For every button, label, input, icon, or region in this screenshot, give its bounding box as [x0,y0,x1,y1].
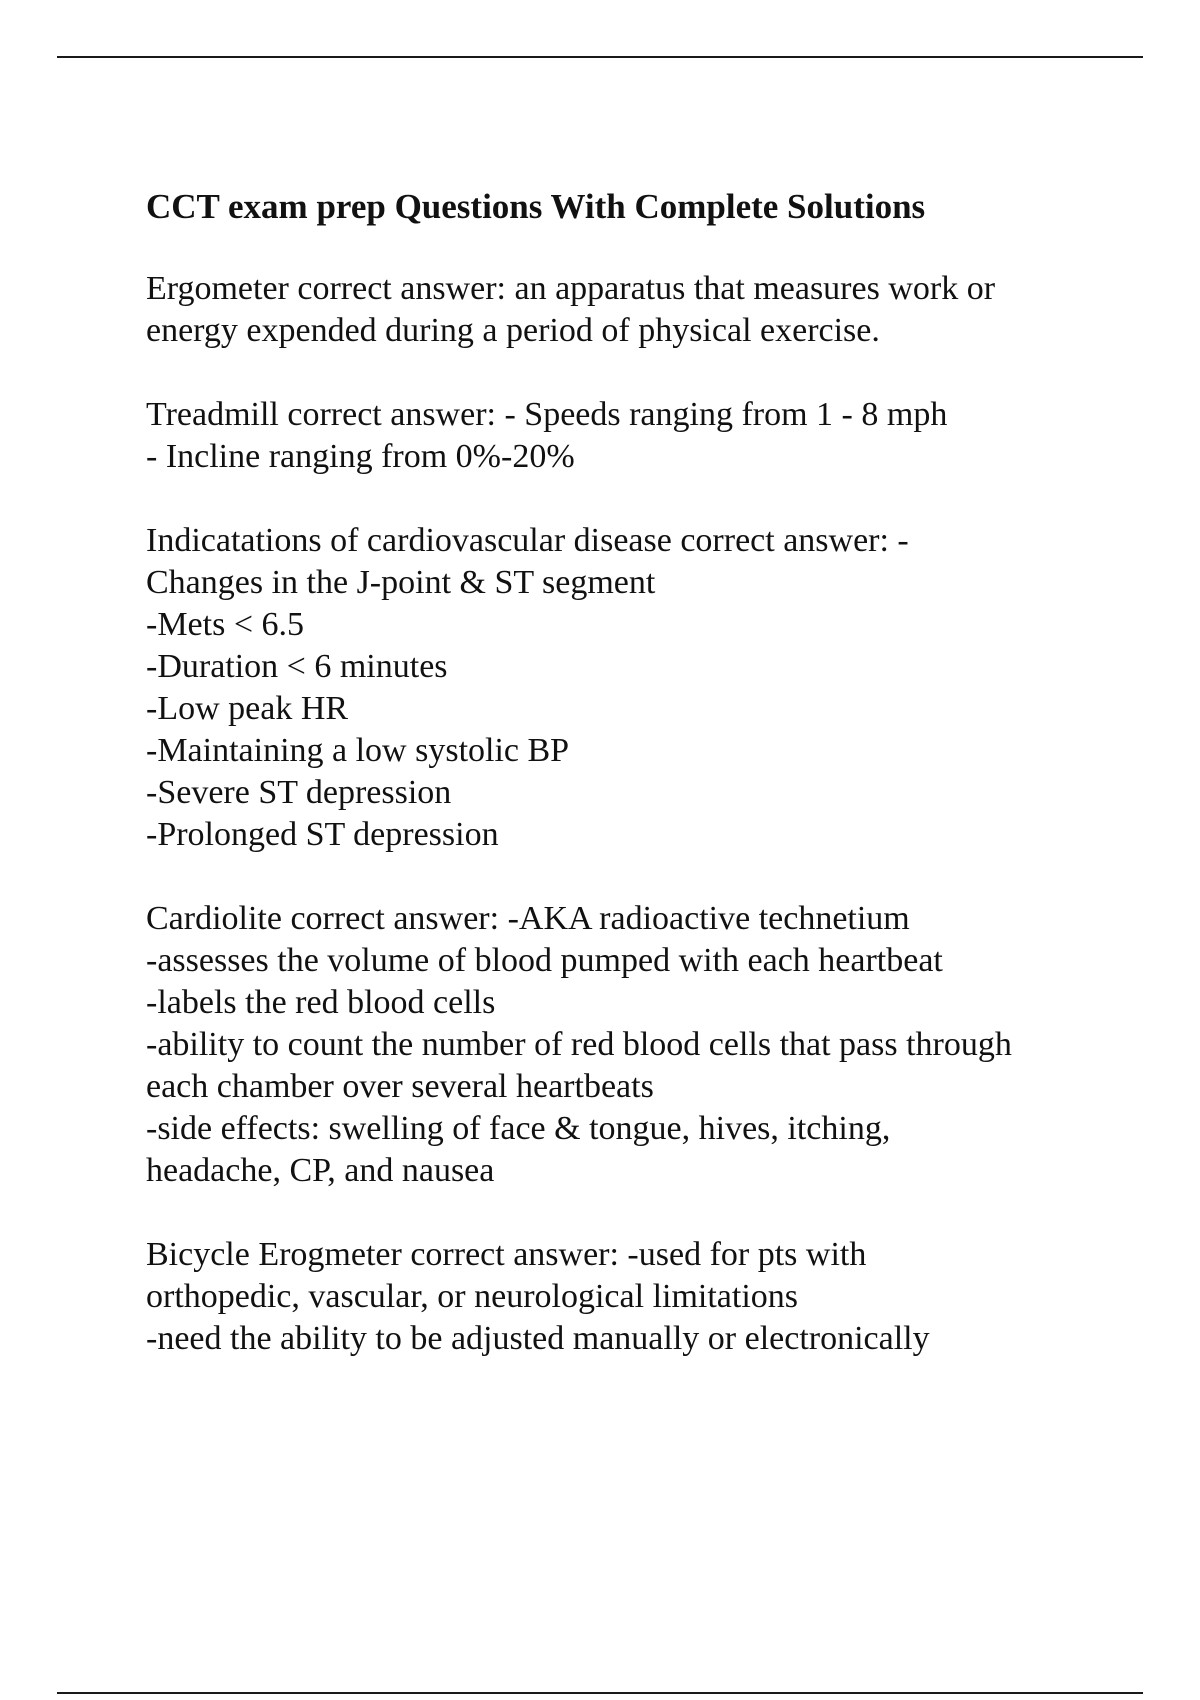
entry-line: -Maintaining a low systolic BP [146,732,570,769]
entry-line: headache, CP, and nausea [146,1152,495,1189]
entry-line: orthopedic, vascular, or neurological limitations [146,1278,799,1315]
entry-line: -Duration < 6 minutes [146,648,448,685]
entry-ergometer [146,268,1106,352]
entry-line: -labels the red blood cells [146,984,496,1021]
entry-line: -Prolonged ST depression [146,816,499,853]
page-title: CCT exam prep Questions With Complete Solutions [146,187,926,226]
entry-line: Bicycle Erogmeter correct answer: -used for pts with [146,1236,867,1273]
entry-line: energy expended during a period of physical exercise. [146,312,880,349]
entry-line: Treadmill correct answer: - Speeds ranging from 1 - 8 mph [146,396,948,433]
entry-line: -assesses the volume of blood pumped with each heartbeat [146,942,943,979]
entry-line: Ergometer correct answer: an apparatus that measures work or [146,270,996,307]
entry-line: -side effects: swelling of face & tongue, hives, itching, [146,1110,891,1147]
document-body [146,186,1106,1402]
bottom-divider [57,1692,1143,1694]
entry-line: each chamber over several heartbeats [146,1068,654,1105]
entry-indications [146,520,1106,856]
entry-cardiolite [146,898,1106,1192]
entry-line: Indicatations of cardiovascular disease correct answer: - [146,522,909,559]
entry-line: -Mets < 6.5 [146,606,304,643]
entry-treadmill [146,394,1106,478]
entry-line: -need the ability to be adjusted manually or electronically [146,1320,930,1357]
entry-line: - Incline ranging from 0%-20% [146,438,575,475]
entry-line: Cardiolite correct answer: -AKA radioactive technetium [146,900,910,937]
entry-bicycle-ergometer [146,1234,1106,1360]
top-divider [57,56,1143,58]
entry-line: Changes in the J-point & ST segment [146,564,656,601]
entry-line: -Low peak HR [146,690,349,727]
entry-line: -ability to count the number of red blood cells that pass through [146,1026,1012,1063]
entry-line: -Severe ST depression [146,774,452,811]
